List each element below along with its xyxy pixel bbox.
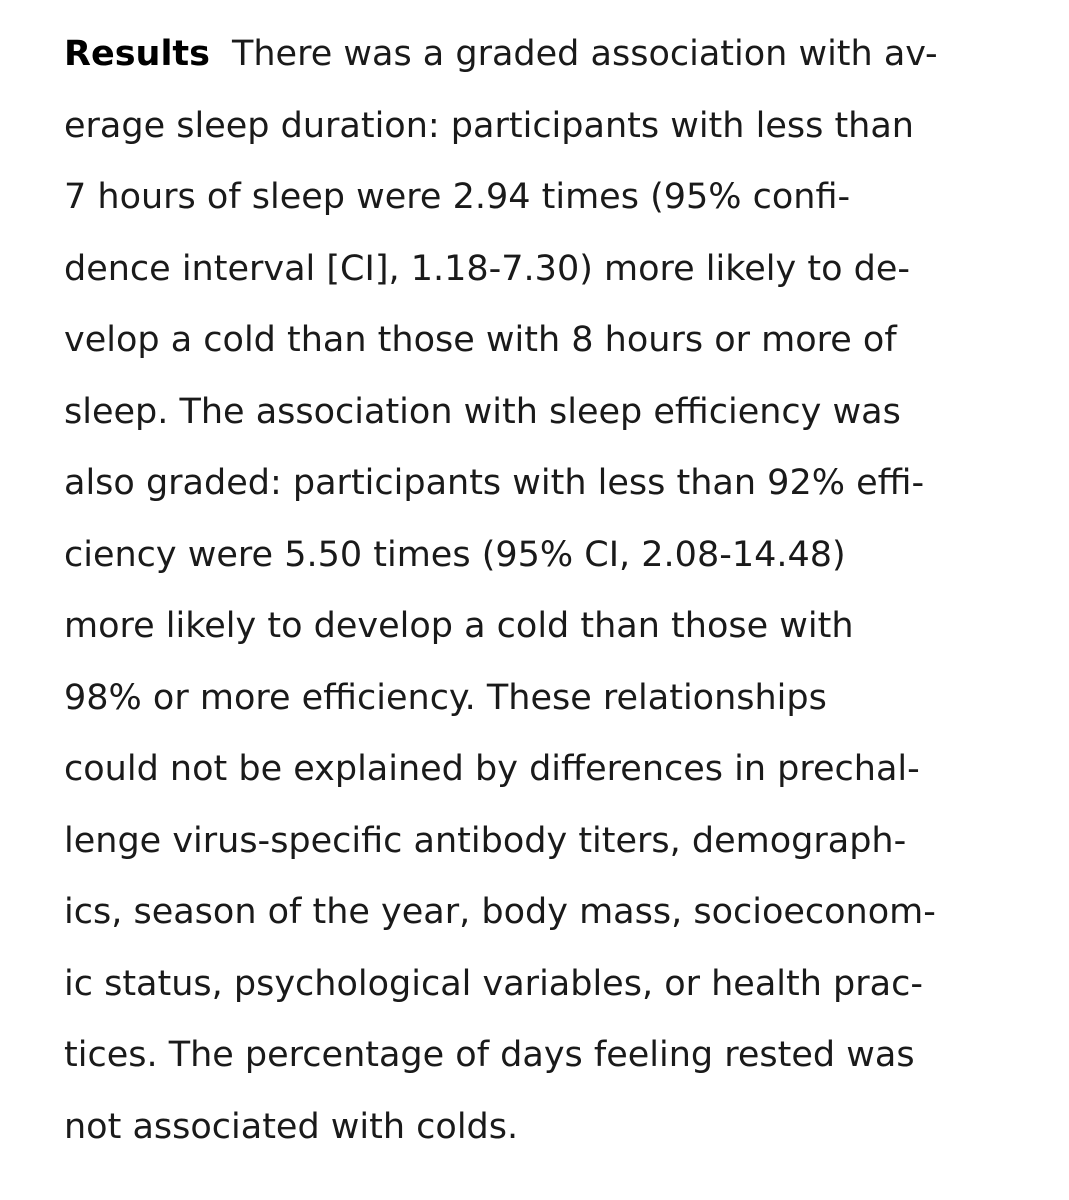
- text-line: could not be explained by differences in prechal-: [64, 749, 920, 789]
- text-line: not associated with colds.: [64, 1106, 519, 1147]
- text-line: ciency were 5.50 times (95% CI, 2.08-14.48): [64, 534, 846, 575]
- text-line: dence interval [CI], 1.18-7.30) more likely to de-: [64, 248, 910, 289]
- text-line: velop a cold than those with 8 hours or more of: [64, 320, 897, 360]
- text-line: lenge virus-specific antibody titers, demograph-: [64, 820, 907, 861]
- text-line: Results There was a graded association with av-: [64, 34, 938, 74]
- text-line: more likely to develop a cold than those with: [64, 606, 854, 646]
- text-line: ic status, psychological variables, or health prac-: [64, 963, 923, 1004]
- text-line: also graded: participants with less than 92% effi-: [64, 463, 925, 503]
- text-line: ics, season of the year, body mass, socioeconom-: [64, 892, 936, 932]
- text-line: tices. The percentage of days feeling rested was: [64, 1035, 915, 1075]
- text-line: erage sleep duration: participants with less than: [64, 105, 914, 146]
- results-heading: Results: [64, 34, 210, 74]
- text-line: sleep. The association with sleep efficiency was: [64, 391, 901, 432]
- results-paragraph: [64, 19, 1054, 1163]
- text-line: 7 hours of sleep were 2.94 times (95% confi-: [64, 177, 851, 217]
- text-line: 98% or more efficiency. These relationships: [64, 677, 827, 718]
